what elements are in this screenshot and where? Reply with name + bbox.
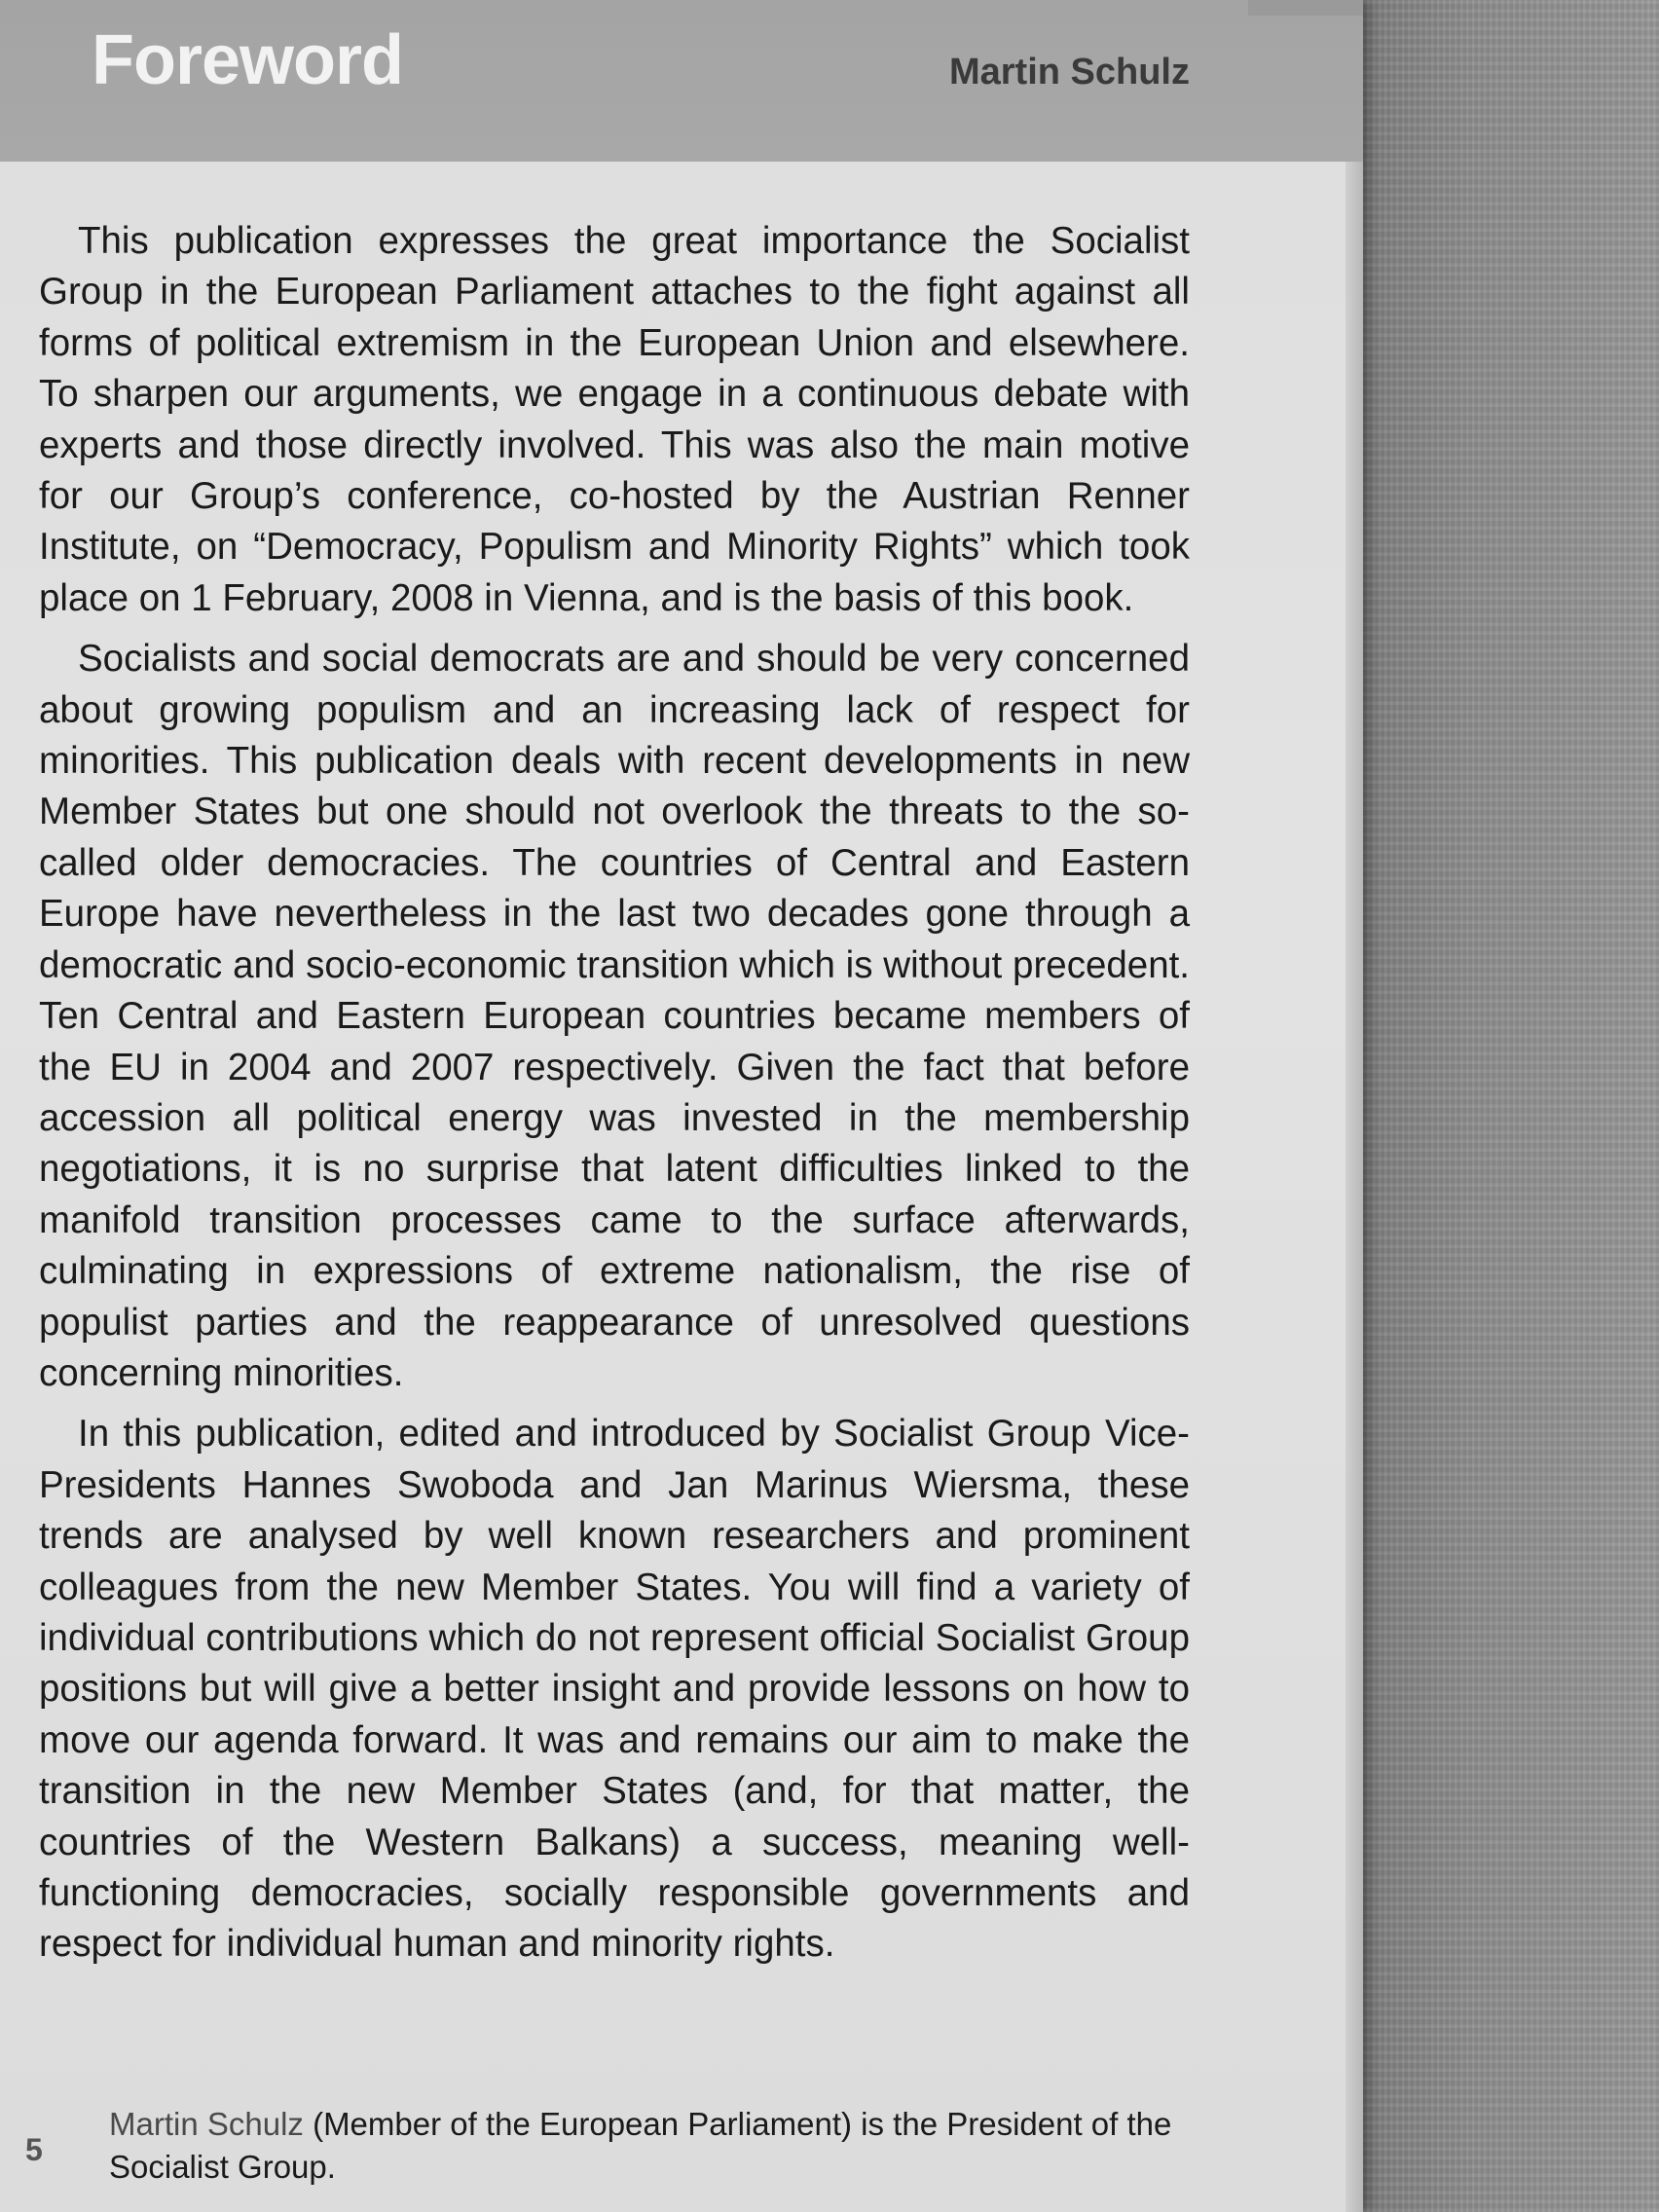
footnote-author: Martin Schulz [109,2106,304,2142]
paragraph-3: In this publication, edited and introduced by Socialist Group Vice-Presidents Hannes Swoboda and Jan Marinus Wiersma, these trends are analysed by well known researchers and prominent colleagues from the new Member States. You will find a variety of individual contributions which do not represent official Socialist Group positions but will give a better insight and provide lessons on how to move our agenda forward. It was and remains our aim to make the transition in the new Member States (and, for that matter, the countries of the Western Balkans) a success, meaning well-functioning democracies, socially responsible governments and respect for individual human and minority rights. [39,1413,1190,1966]
page-edge [1346,0,1363,2212]
header-notch [1248,0,1363,16]
paragraph-2: Socialists and social democrats are and should be very concerned about growing populism and an increasing lack of respect for minorities. This publication deals with recent developments in new Member States but one should not overlook the threats to the so-called older democracies. The countries of Central and Eastern Europe have nevertheless in the last two decades gone through a democratic and socio-economic transition which is without precedent. Ten Central and Eastern European countries became members of the EU in 2004 and 2007 respectively. Given the fact that before accession all political energy was invested in the membership negotiations, it is no surprise that latent difficulties linked to the manifold transition processes came to the surface afterwards, culminating in expressions of extreme nationalism, the rise of populist parties and the reappearance of unresolved questions concerning minorities. [39,638,1190,1394]
table-background [1344,0,1659,2212]
paragraph-1: This publication expresses the great importance the Socialist Group in the European Parliament attaches to the fight against all forms of political extremism in the European Union and elsewhere. To sharpen our arguments, we engage in a continuous debate with experts and those directly involved. This was also the main motive for our Group’s conference, co-hosted by the Austrian Renner Institute, on “Democracy, Populism and Minority Rights” which took place on 1 February, 2008 in Vienna, and is the basis of this book. [39,220,1190,619]
author-name: Martin Schulz [948,52,1190,92]
body-text [39,216,1190,1980]
footnote-text: (Member of the European Parliament) is the President of the Socialist Group. [109,2106,1172,2185]
footnote [109,2103,1190,2189]
page-title: Foreword [92,21,404,99]
page-number: 5 [25,2132,43,2167]
header-band [0,0,1363,162]
